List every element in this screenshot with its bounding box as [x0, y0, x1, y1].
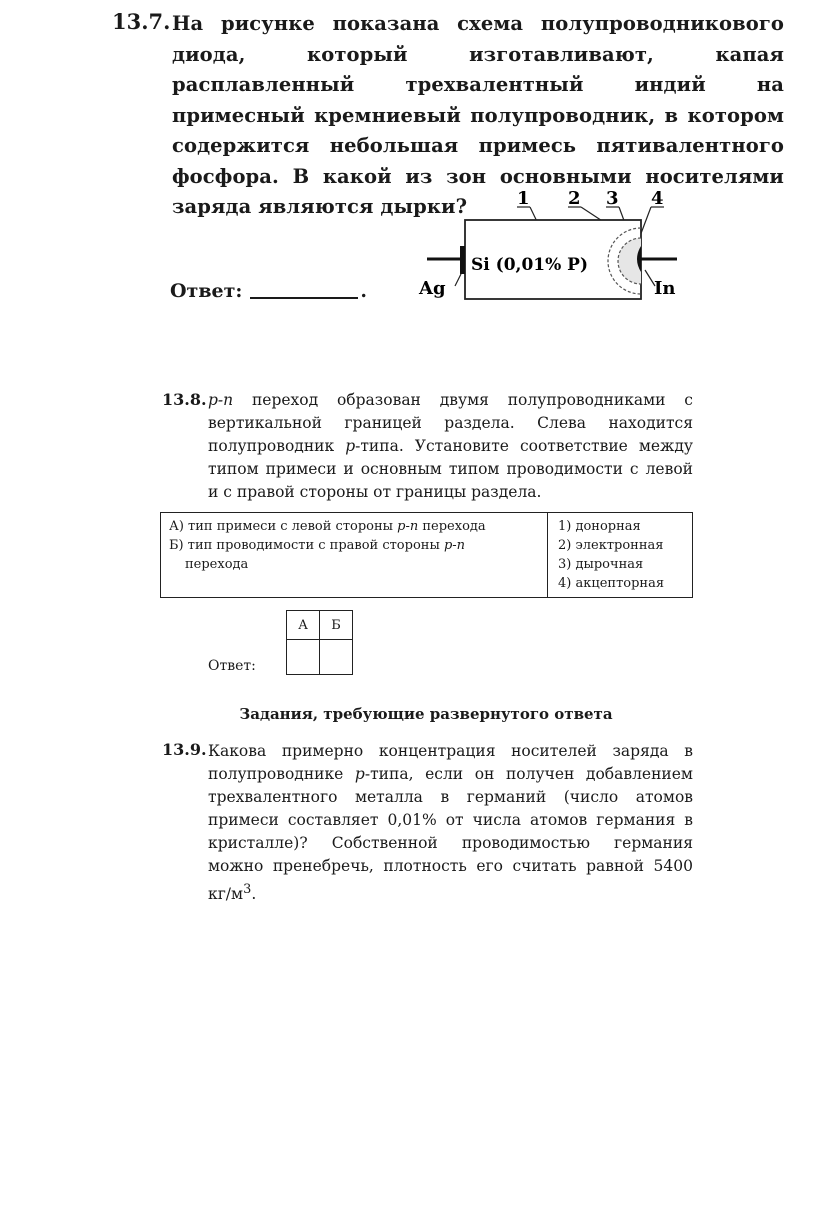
answer-period: . [360, 280, 368, 302]
answer-grid [286, 610, 353, 675]
answer-cell-a[interactable] [287, 640, 320, 675]
matching-option: 2) электронная [558, 538, 664, 553]
matching-table [160, 512, 693, 598]
left-contact-label: Ag [419, 278, 446, 299]
problem-number: 13.8. [162, 390, 207, 409]
answer-header-b: Б [320, 611, 353, 640]
answer-field [170, 280, 367, 302]
problem-text [208, 389, 693, 504]
problem-number: 13.9. [162, 740, 207, 759]
answer-header-a: А [287, 611, 320, 640]
matching-item-b: Б) тип проводимости с правой стороны p-n [169, 538, 466, 553]
matching-option: 4) акцепторная [558, 576, 665, 591]
diagram-label-3: 3 [606, 188, 619, 209]
diagram-label-2: 2 [568, 188, 581, 209]
answer-cell-b[interactable] [320, 640, 353, 675]
answer-blank[interactable] [250, 297, 358, 299]
right-contact-label: In [654, 278, 676, 299]
matching-right-column [548, 513, 692, 605]
matching-item-b-cont: перехода [185, 557, 249, 572]
diode-diagram [405, 182, 705, 307]
section-title: Задания, требующие развернутого ответа [239, 705, 613, 723]
diagram-label-1: 1 [517, 188, 530, 209]
matching-option: 3) дырочная [558, 557, 644, 572]
problem-text: На рисунке показана схема полупроводникового диода, который изготавливают, капая расплавленный трехвалентный индий на примесный кремниевый полупроводник, в котором содержится небольшая примесь пятивалентного фосфора. В какой из зон основными носителями заряда являются дырки? [172, 12, 784, 218]
text-segment: переход образован двумя полупроводниками с вертикальной границей раздела. Слева находится полупроводник [208, 391, 693, 455]
text-italic: p-n [208, 391, 234, 409]
problem-text: Какова примерно концентрация носителей заряда в полупроводнике p-типа, если он получен добавлением трехвалентного металла в германий (число атомов примеси составляет 0,01% от числа атомов германия в кристалле)? Собственной проводимостью германия можно пренебречь, плотность его считать равной 5400 $кг/м^3$. [208, 742, 693, 904]
left-contact-plate [460, 246, 465, 274]
problem-number: 13.7. [112, 9, 171, 34]
diagram-label-4: 4 [651, 188, 664, 209]
matching-option: 1) донорная [558, 519, 641, 534]
text-italic: p [345, 437, 356, 455]
answer-label: Ответ: [208, 658, 256, 674]
matching-item-a: А) тип примеси с левой стороны p-n перехода [169, 519, 486, 534]
answer-label: Ответ: [170, 280, 243, 302]
text-segment: -типа. Установите соответствие между типом примеси и основным типом проводимости с левой и с правой стороны от границы раздела. [208, 437, 694, 501]
matching-left-column [161, 513, 548, 597]
semiconductor-label: Si (0,01% P) [471, 255, 588, 275]
